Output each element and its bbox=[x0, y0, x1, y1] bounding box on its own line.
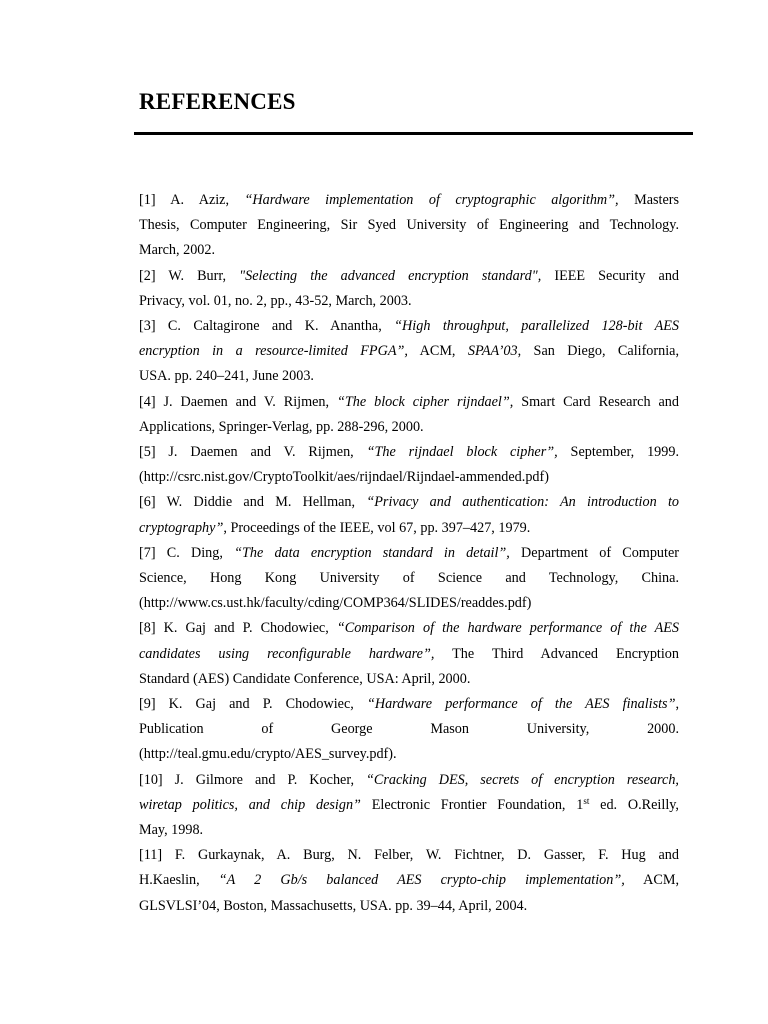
reference-text: (http://csrc.nist.gov/CryptoToolkit/aes/rijndael/Rijndael-ammended.pdf) bbox=[139, 469, 549, 486]
reference-line bbox=[139, 894, 679, 919]
reference-line bbox=[139, 868, 679, 893]
reference-line bbox=[139, 264, 679, 289]
reference-line bbox=[139, 465, 679, 490]
reference-text: , bbox=[675, 696, 680, 713]
reference-text: Thesis, Computer Engineering, Sir Syed University of Engineering and Technology. bbox=[139, 217, 679, 234]
reference-item bbox=[139, 843, 679, 919]
reference-line bbox=[139, 490, 679, 515]
reference-text: [7] C. Ding, bbox=[139, 544, 235, 561]
reference-text: , Proceedings of the IEEE, vol 67, pp. 397–427, 1979. bbox=[223, 519, 531, 536]
reference-title-text: “High throughput, parallelized 128-bit AES bbox=[394, 318, 679, 335]
reference-list bbox=[139, 188, 679, 919]
reference-text: Science, Hong Kong University of Science and Technology, China. bbox=[139, 570, 679, 587]
reference-line bbox=[139, 768, 679, 793]
reference-item bbox=[139, 541, 679, 617]
reference-text: [5] J. Daemen and V. Rijmen, bbox=[139, 444, 367, 461]
reference-line bbox=[139, 390, 679, 415]
reference-title-text: wiretap politics, and chip design” bbox=[139, 796, 361, 813]
reference-line bbox=[139, 415, 679, 440]
reference-item bbox=[139, 314, 679, 390]
reference-title-text: “Hardware implementation of cryptographic algorithm”, bbox=[244, 192, 619, 208]
reference-title-text: “The rijndael block cipher”, bbox=[366, 444, 558, 461]
reference-line bbox=[139, 516, 679, 541]
reference-text: H.Kaeslin, bbox=[139, 872, 219, 889]
reference-line bbox=[139, 289, 679, 314]
reference-item bbox=[139, 768, 679, 844]
reference-line bbox=[139, 667, 679, 692]
reference-title-text: “Hardware performance of the AES finalists” bbox=[366, 696, 676, 713]
reference-text: ed. O.Reilly, bbox=[589, 796, 679, 813]
reference-text: [11] F. Gurkaynak, A. Burg, N. Felber, W. Fichtner, D. Gasser, F. Hug and bbox=[139, 847, 679, 864]
reference-text: May, 1998. bbox=[139, 822, 204, 839]
reference-text: [6] W. Diddie and M. Hellman, bbox=[139, 494, 367, 511]
reference-text: [9] K. Gaj and P. Chodowiec, bbox=[139, 696, 367, 713]
reference-item bbox=[139, 490, 679, 540]
page-title: REFERENCES bbox=[139, 89, 296, 114]
reference-text: March, 2002. bbox=[139, 242, 216, 259]
reference-line bbox=[139, 616, 679, 641]
reference-line bbox=[139, 314, 679, 339]
reference-title-text: “A 2 Gb/s balanced AES crypto-chip implementation”, bbox=[218, 872, 625, 889]
reference-line bbox=[139, 692, 679, 717]
reference-text: USA. pp. 240–241, June 2003. bbox=[139, 368, 314, 385]
reference-text: (http://teal.gmu.edu/crypto/AES_survey.pdf). bbox=[139, 746, 397, 763]
reference-text: [1] A. Aziz, bbox=[139, 192, 245, 208]
reference-title-text: “Comparison of the hardware performance of the AES bbox=[336, 620, 680, 637]
reference-line bbox=[139, 717, 679, 742]
heading-rule bbox=[134, 132, 693, 135]
reference-text: [10] J. Gilmore and P. Kocher, bbox=[139, 771, 367, 788]
reference-text: Publication of George Mason University, 2000. bbox=[139, 721, 679, 738]
reference-line bbox=[139, 364, 679, 389]
reference-item bbox=[139, 390, 679, 440]
reference-text: Masters bbox=[618, 192, 679, 208]
reference-item bbox=[139, 440, 679, 490]
reference-title-text: candidates using reconfigurable hardware”, bbox=[139, 645, 435, 662]
reference-text: Privacy, vol. 01, no. 2, pp., 43-52, March, 2003. bbox=[139, 292, 412, 309]
reference-item bbox=[139, 616, 679, 692]
reference-item bbox=[139, 188, 679, 264]
reference-title-text: cryptography” bbox=[139, 519, 224, 536]
reference-text: [4] J. Daemen and V. Rijmen, bbox=[139, 393, 337, 410]
reference-title-text: “Privacy and authentication: An introduction to bbox=[366, 494, 679, 511]
reference-text: Applications, Springer-Verlag, pp. 288-296, 2000. bbox=[139, 418, 424, 435]
reference-text: ACM, bbox=[407, 343, 468, 360]
reference-text: September, 1999. bbox=[557, 444, 679, 461]
reference-line bbox=[139, 541, 679, 566]
reference-text: IEEE Security and bbox=[541, 267, 680, 284]
reference-line bbox=[139, 339, 679, 364]
reference-line bbox=[139, 566, 679, 591]
reference-text: Standard (AES) Candidate Conference, USA: April, 2000. bbox=[139, 670, 471, 687]
reference-item bbox=[139, 692, 679, 768]
reference-line bbox=[139, 238, 679, 263]
reference-title-text: "Selecting the advanced encryption standard", bbox=[239, 267, 542, 284]
reference-line bbox=[139, 793, 679, 818]
reference-line bbox=[139, 818, 679, 843]
reference-text: (http://www.cs.ust.hk/faculty/cding/COMP364/SLIDES/readdes.pdf) bbox=[139, 595, 532, 612]
reference-title-text: “Cracking DES, secrets of encryption research, bbox=[366, 771, 679, 788]
reference-item bbox=[139, 264, 679, 314]
reference-title-text: encryption in a resource-limited FPGA”, bbox=[139, 343, 408, 360]
reference-text: GLSVLSI’04, Boston, Massachusetts, USA. pp. 39–44, April, 2004. bbox=[139, 897, 528, 914]
reference-text: [2] W. Burr, bbox=[139, 267, 240, 284]
reference-line bbox=[139, 188, 679, 213]
reference-text: ACM, bbox=[624, 872, 679, 889]
reference-line bbox=[139, 642, 679, 667]
reference-title-text: “The block cipher rijndael”, bbox=[337, 393, 514, 410]
reference-line bbox=[139, 213, 679, 238]
reference-text: [8] K. Gaj and P. Chodowiec, bbox=[139, 620, 337, 637]
reference-title-text: “The data encryption standard in detail”, bbox=[234, 544, 510, 561]
reference-line bbox=[139, 591, 679, 616]
superscript-text: st bbox=[583, 795, 590, 806]
reference-text: [3] C. Caltagirone and K. Anantha, bbox=[139, 318, 395, 335]
reference-line bbox=[139, 843, 679, 868]
reference-title-text: SPAA’03 bbox=[467, 343, 518, 360]
reference-line bbox=[139, 440, 679, 465]
reference-text: Smart Card Research and bbox=[513, 393, 679, 410]
reference-text: Electronic Frontier Foundation, 1 bbox=[360, 796, 584, 813]
reference-line bbox=[139, 742, 679, 767]
reference-text: Department of Computer bbox=[509, 544, 679, 561]
reference-text: The Third Advanced Encryption bbox=[434, 645, 679, 662]
reference-text: , San Diego, California, bbox=[517, 343, 679, 360]
